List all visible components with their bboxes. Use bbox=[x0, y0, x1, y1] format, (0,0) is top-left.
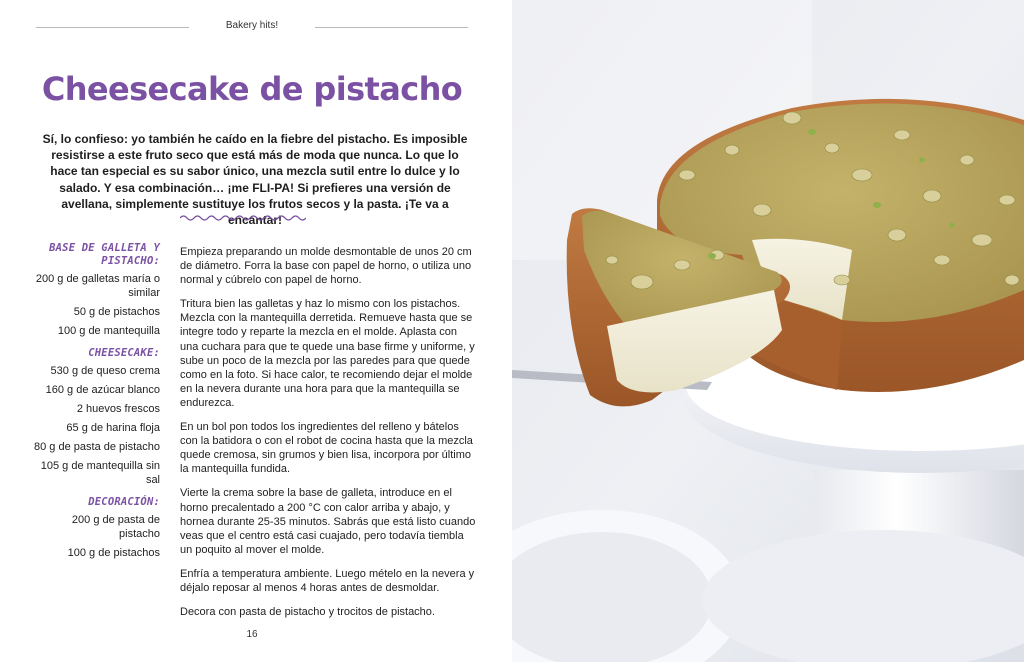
recipe-intro: Sí, lo confieso: yo también he caído en la fiebre del pistacho. Es imposible resistirse a este fruto seco que está más de moda que nunca. Lo que lo hace tan especial es su sabor único, una mezcla sutil entre lo dulce y lo salado. Y esa combinación… ¡me FLI-PA! Si prefieres una versión de avellana, simplemente sustituye los frutos secos y la pasta. ¡Te va a encantar! bbox=[42, 132, 468, 228]
recipe-steps bbox=[180, 245, 476, 629]
ingredient-group-base bbox=[28, 242, 160, 338]
recipe-step: En un bol pon todos los ingredientes del relleno y bátelos con la batidora o con el robot de cocina hasta que la mezcla quede cremosa, sin grumos y bien lisa, incorpora por último la mantequilla fundida. bbox=[180, 421, 473, 476]
wavy-divider-icon bbox=[180, 213, 306, 223]
recipe-step: Empieza preparando un molde desmontable de unos 20 cm de diámetro. Forra la base con papel de horno, o utiliza uno normal y cúbrelo con papel de horno. bbox=[180, 246, 472, 287]
page-number: 16 bbox=[246, 629, 258, 640]
ingredients-list bbox=[28, 242, 160, 569]
ingredient-item: 2 huevos frescos bbox=[76, 403, 160, 415]
running-head-text: Bakery hits! bbox=[225, 20, 279, 31]
recipe-step: Vierte la crema sobre la base de galleta, introduce en el horno precalentado a 200 °C con calor arriba y abajo, y hornea durante 25-35 minutos. Sabrás que está listo cuando veas que el centro está casi cuajado, pero todavía tiembla un poquito al mover el molde. bbox=[180, 487, 476, 556]
ingredient-item: 160 g de azúcar blanco bbox=[45, 384, 160, 396]
ingredient-item: 65 g de harina floja bbox=[66, 422, 160, 434]
recipe-step: Tritura bien las galletas y haz lo mismo con los pistachos. Mezcla con la mantequilla derretida. Remueve hasta que se integre todo y reparte la mezcla en el molde. Aplasta con una cuchara para que te quede una base firme y uniforme, y sube un poco de la mezcla por las paredes para que quede como en la foto. Si hace calor, te recomiendo dejar el molde en la nevera durante una hora para que la mantequilla se endurezca. bbox=[180, 298, 475, 409]
right-page-photo bbox=[512, 0, 1024, 662]
ingredient-item: 200 g de pasta de pistacho bbox=[71, 514, 160, 540]
ingredient-item: 200 g de galletas maría o similar bbox=[35, 273, 160, 299]
ingredient-group-heading: BASE DE GALLETA Y PISTACHO: bbox=[49, 242, 160, 267]
cheesecake-photo bbox=[512, 0, 1024, 662]
ingredient-item: 50 g de pistachos bbox=[73, 306, 160, 318]
ingredient-item: 100 g de pistachos bbox=[67, 547, 160, 559]
ingredient-item: 80 g de pasta de pistacho bbox=[34, 441, 160, 453]
ingredient-group-heading: CHEESECAKE: bbox=[88, 347, 160, 359]
ingredient-item: 105 g de mantequilla sin sal bbox=[40, 460, 160, 486]
ingredient-group-decoration bbox=[28, 496, 160, 560]
recipe-step: Enfría a temperatura ambiente. Luego mételo en la nevera y déjalo reposar al menos 4 horas antes de desmoldar. bbox=[180, 567, 475, 594]
recipe-title: Cheesecake de pistacho bbox=[41, 70, 463, 108]
recipe-step: Decora con pasta de pistacho y trocitos de pistacho. bbox=[180, 606, 435, 619]
ingredient-group-heading: DECORACIÓN: bbox=[88, 496, 160, 508]
running-header bbox=[36, 19, 468, 35]
ingredient-item: 530 g de queso crema bbox=[50, 365, 160, 377]
ingredient-item: 100 g de mantequilla bbox=[57, 325, 160, 337]
header-rule-right bbox=[315, 27, 468, 28]
ingredient-group-cheesecake bbox=[28, 347, 160, 487]
